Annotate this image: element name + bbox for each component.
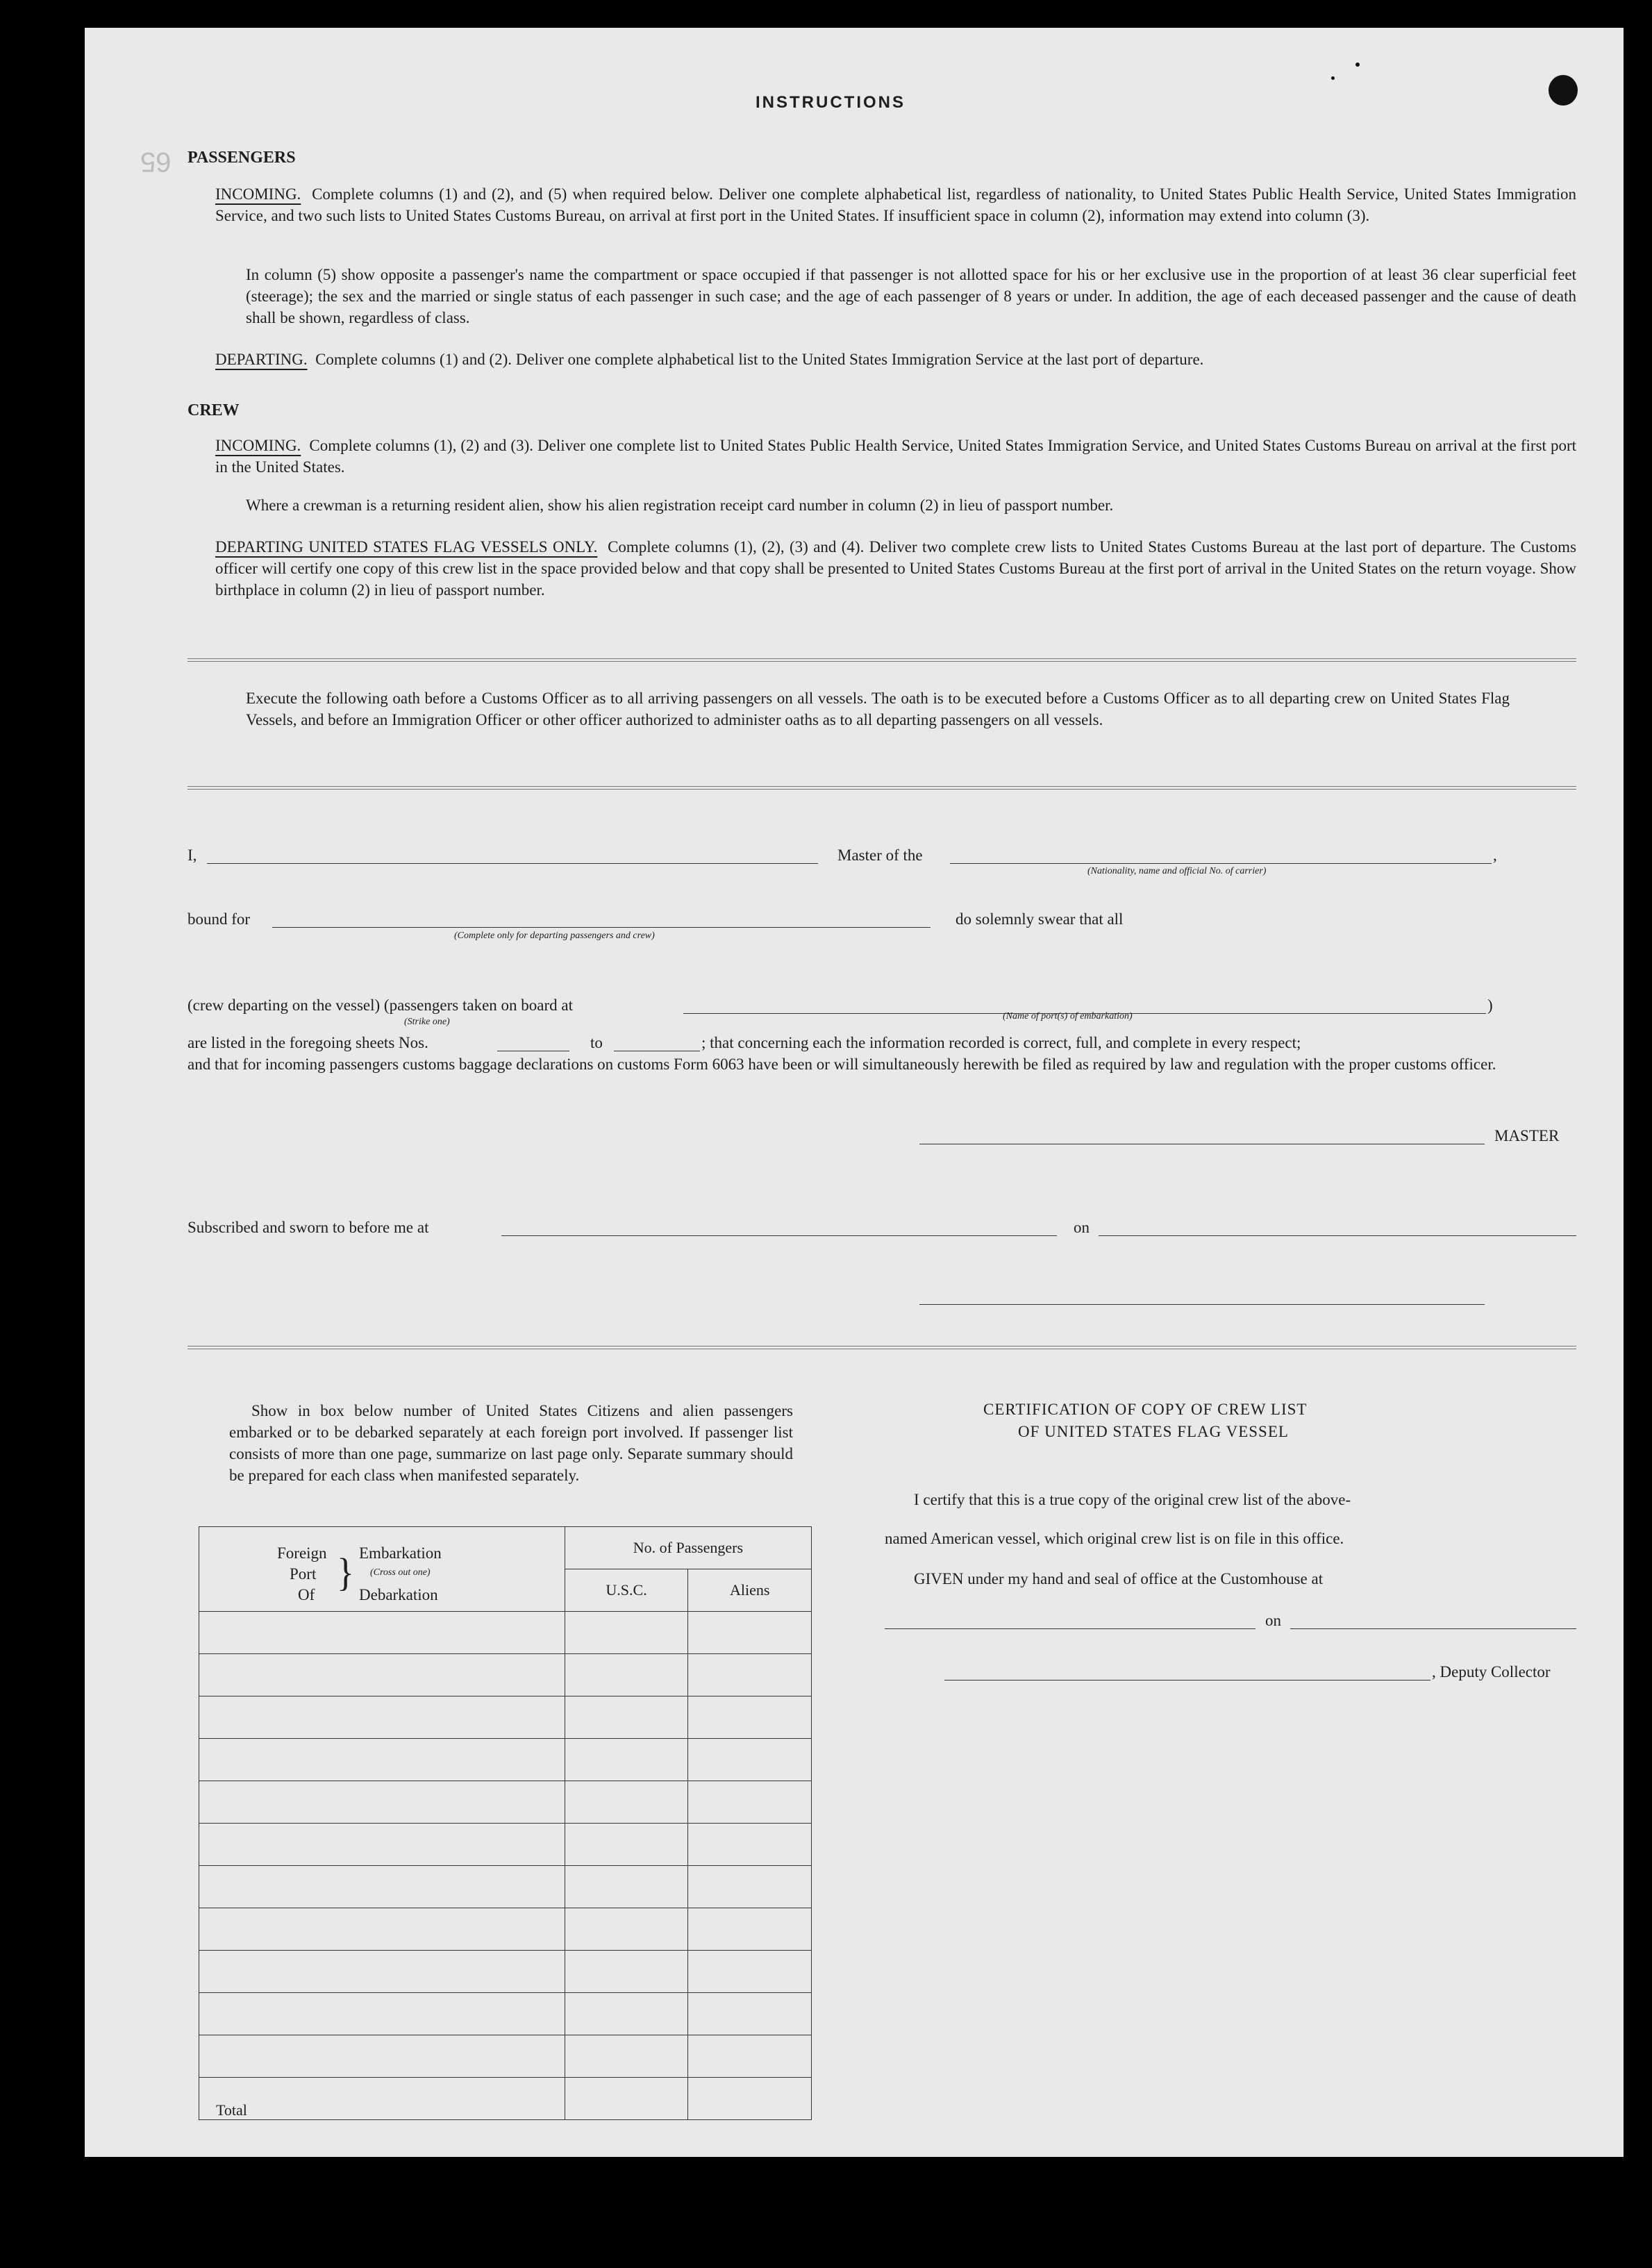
sworn-on-label: on xyxy=(1074,1219,1090,1236)
deputy-signature-line[interactable] xyxy=(944,1680,1430,1681)
table-row[interactable] xyxy=(199,1612,812,1654)
crew-resident-alien: Where a crewman is a returning resident alien, show his alien registration receipt card number in column (2) in lieu of passport number. xyxy=(246,497,1114,514)
passengers-incoming xyxy=(215,183,1576,226)
swear-text: do solemnly swear that all xyxy=(956,910,1124,928)
sheets-prefix: are listed in the foregoing sheets Nos. xyxy=(187,1034,428,1051)
table-row[interactable] xyxy=(199,1951,812,1993)
crew-incoming-text: Complete columns (1), (2) and (3). Deliver one complete list to United States Public Health Service, United States Immigration Service, and United States Customs Bureau on arrival at the first port in the United States. xyxy=(215,437,1577,476)
certification-text-2: named American vessel, which original crew list is on file in this office. xyxy=(885,1530,1344,1547)
page-title: INSTRUCTIONS xyxy=(756,93,906,112)
oath-instructions: Execute the following oath before a Customs Officer as to all arriving passengers on all vessels. The oath is to be executed before a Customs Officer as to all departing crew on United States Flag Vessels, and before an Immigration Officer or other officer authorized to administer oaths as to all departing passengers on all vessels. xyxy=(246,690,1510,728)
table-row[interactable] xyxy=(199,1824,812,1866)
officer-signature-line[interactable] xyxy=(919,1304,1485,1305)
strike-text: (crew departing on the vessel) (passengers taken on board at xyxy=(187,997,573,1014)
crew-incoming xyxy=(215,435,1576,478)
carrier-line[interactable] xyxy=(950,863,1492,864)
col-usc: U.S.C. xyxy=(565,1569,688,1612)
speck xyxy=(1355,62,1360,67)
master-name-line[interactable] xyxy=(207,863,818,864)
certification-title-2: OF UNITED STATES FLAG VESSEL xyxy=(1018,1423,1289,1440)
col-foreign: Foreign xyxy=(277,1544,327,1562)
divider xyxy=(187,658,1576,662)
col-passengers: No. of Passengers xyxy=(565,1527,811,1569)
bound-caption: (Complete only for departing passengers and crew) xyxy=(454,931,655,941)
bound-for-line[interactable] xyxy=(272,927,931,928)
table-row[interactable] xyxy=(199,1739,812,1781)
master-label: MASTER xyxy=(1494,1127,1560,1144)
passengers-heading: PASSENGERS xyxy=(187,149,296,167)
certification-on: on xyxy=(1265,1612,1281,1629)
passengers-departing xyxy=(215,349,1576,370)
divider xyxy=(187,1346,1576,1349)
sheets-to: to xyxy=(590,1034,603,1051)
brace-icon: } xyxy=(337,1551,354,1595)
table-header-row xyxy=(199,1527,812,1569)
table-row[interactable] xyxy=(199,1696,812,1739)
col-of: Of xyxy=(298,1586,315,1603)
passengers-column5: In column (5) show opposite a passenger's name the compartment or space occupied if that passenger is not allotted space for his or her exclusive use in the proportion of at least 36 clear superficial feet (steerage); the sex and the married or single status of each passenger in such case; and the age of each passenger of 8 years or under. In addition, the age of each deceased passenger and the cause of death shall be shown, regardless of class. xyxy=(246,266,1576,326)
certification-text-3: GIVEN under my hand and seal of office at the Customhouse at xyxy=(914,1570,1324,1587)
oath-i-label: I, xyxy=(187,847,197,864)
strike-caption: (Strike one) xyxy=(404,1017,450,1027)
crew-departing-text: Complete columns (1), (2), (3) and (4). Deliver two complete crew lists to United States Customs Bureau at the last port of departure. The Customs officer will certify one copy of this crew list in the space provided below and that copy shall be presented to United States Customs Bureau at the first port of arrival in the United States on the return voyage. Show birthplace in column (2) in lieu of passport number. xyxy=(215,538,1577,599)
master-of-label: Master of the xyxy=(837,847,923,864)
incoming-text: Complete columns (1) and (2), and (5) when required below. Deliver one complete alphabetical list, regardless of nationality, to United States Public Health Service, United States Immigration Service, and two such lists to United States Customs Bureau, on arrival at first port in the United States. If insufficient space in column (2), information may extend into column (3). xyxy=(215,185,1577,224)
carrier-caption: (Nationality, name and official No. of carrier) xyxy=(1087,866,1267,876)
passenger-summary-table xyxy=(199,1526,812,2120)
col-debarkation: Debarkation xyxy=(359,1586,438,1603)
total-label: Total xyxy=(199,2078,565,2120)
deputy-collector-label: , Deputy Collector xyxy=(1432,1663,1551,1681)
crew-departing-label: DEPARTING UNITED STATES FLAG VESSELS ONLY. xyxy=(215,538,598,556)
table-row[interactable] xyxy=(199,1654,812,1696)
summary-instructions: Show in box below number of United States Citizens and alien passengers embarked or to be debarked separately at each foreign port involved. If passenger list consists of more than one page, summarize on last page only. Separate summary should be prepared for each class when manifested separately. xyxy=(229,1402,793,1484)
col-port: Port xyxy=(290,1565,317,1583)
punch-hole xyxy=(1549,75,1578,106)
crew-incoming-label: INCOMING. xyxy=(215,437,301,454)
sheets-suffix: ; that concerning each the information recorded is correct, full, and complete in every respect; xyxy=(701,1034,1301,1051)
table-row[interactable] xyxy=(199,1993,812,2035)
table-row[interactable] xyxy=(199,1908,812,1951)
crew-heading: CREW xyxy=(187,401,240,419)
col-aliens: Aliens xyxy=(688,1569,812,1612)
speck xyxy=(1331,76,1335,80)
document-page xyxy=(85,28,1624,2157)
table-row[interactable] xyxy=(199,2035,812,2078)
certification-text-1: I certify that this is a true copy of the original crew list of the above- xyxy=(914,1491,1351,1508)
subscribed-label: Subscribed and sworn to before me at xyxy=(187,1219,429,1236)
total-aliens-cell[interactable] xyxy=(688,2078,812,2120)
bound-for-label: bound for xyxy=(187,910,251,928)
table-row[interactable] xyxy=(199,1866,812,1908)
close-paren: ) xyxy=(1487,997,1493,1014)
table-row[interactable] xyxy=(199,1781,812,1824)
total-usc-cell[interactable] xyxy=(565,2078,688,2120)
col-embarkation: Embarkation xyxy=(359,1544,442,1562)
customhouse-line[interactable] xyxy=(885,1628,1255,1629)
departing-label: DEPARTING. xyxy=(215,351,308,368)
sworn-place-line[interactable] xyxy=(501,1235,1057,1236)
certification-date-line[interactable] xyxy=(1290,1628,1576,1629)
crew-departing xyxy=(215,536,1576,601)
oath-comma: , xyxy=(1493,847,1497,864)
baggage-text: and that for incoming passengers customs baggage declarations on customs Form 6063 have been or will simultaneously herewith be filed as required by law and regulation with the proper customs officer. xyxy=(187,1056,1496,1073)
departing-text: Complete columns (1) and (2). Deliver one complete alphabetical list to the United States Immigration Service at the last port of departure. xyxy=(315,351,1204,368)
port-caption: (Name of port(s) of embarkation) xyxy=(1003,1011,1133,1022)
port-header-cell xyxy=(199,1527,565,1612)
bleed-through-mark: 65 xyxy=(140,147,172,177)
sworn-date-line[interactable] xyxy=(1099,1235,1576,1236)
total-row xyxy=(199,2078,812,2120)
col-cross-out: (Cross out one) xyxy=(370,1567,431,1578)
certification-title-1: CERTIFICATION OF COPY OF CREW LIST xyxy=(983,1401,1308,1418)
divider xyxy=(187,786,1576,790)
incoming-label: INCOMING. xyxy=(215,185,301,203)
